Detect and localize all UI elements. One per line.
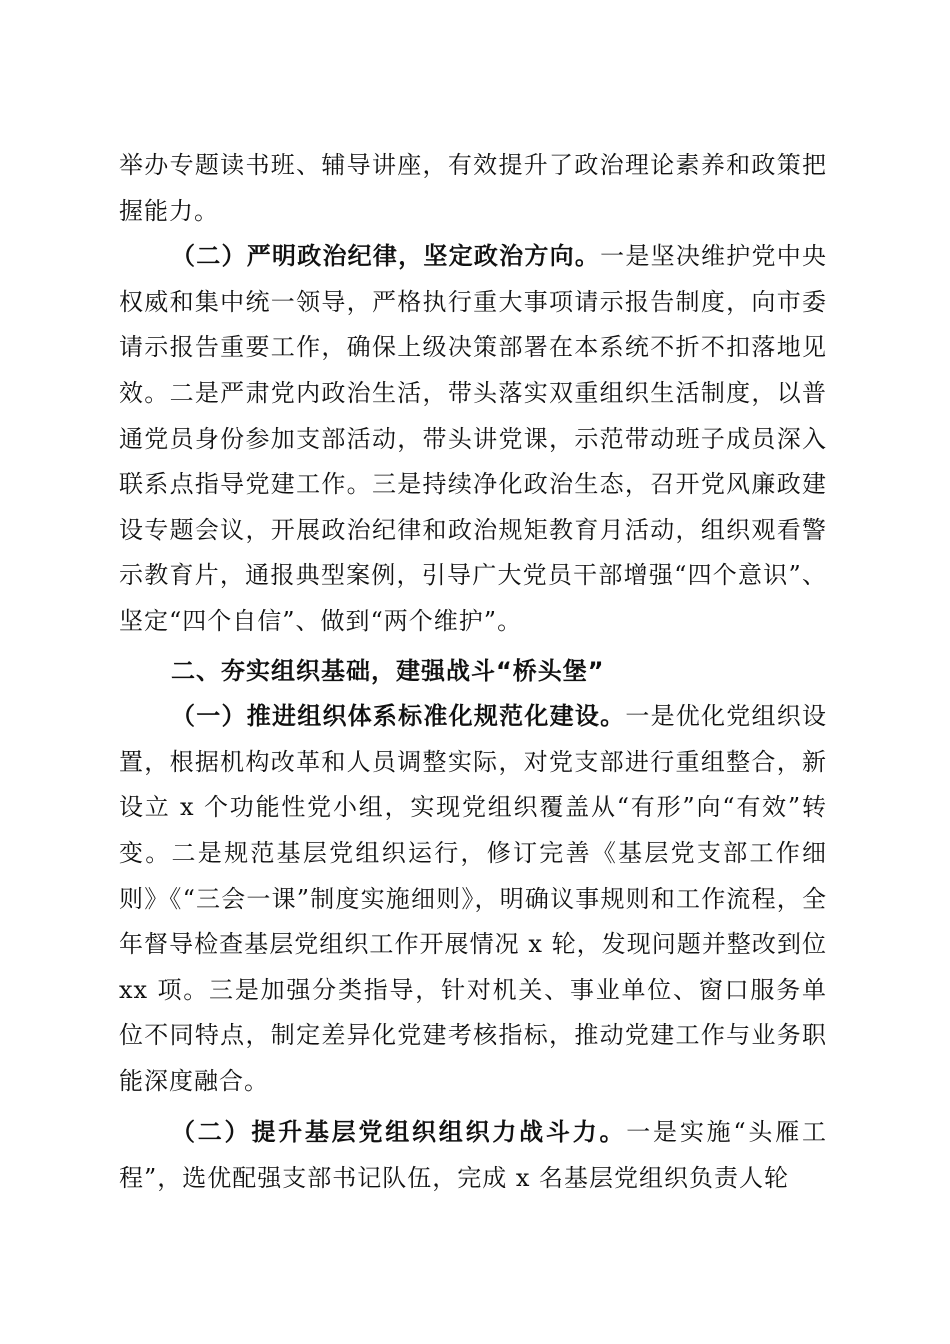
paragraph-4-lead: （二）提升基层党组织组织力战斗力。: [171, 1118, 627, 1147]
paragraph-1-text: 举办专题读书班、辅导讲座，有效提升了政治理论素养和政策把握能力。: [119, 151, 827, 225]
paragraph-2: [119, 234, 827, 644]
paragraph-2-text: 一是坚决维护党中央权威和集中统一领导，严格执行重大事项请示报告制度，向市委请示报告重要工作，确保上级决策部署在本系统不折不扣落地见效。二是严肃党内政治生活，带头落实双重组织生活制度，以普通党员身份参加支部活动，带头讲党课，示范带动班子成员深入联系点指导党建工作。三是持续净化政治生态，召开党风廉政建设专题会议，开展政治纪律和政治规矩教育月活动，组织观看警示教育片，通报典型案例，引导广大党员干部增强“四个意识”、坚定“四个自信”、做到“两个维护”。: [119, 242, 828, 635]
paragraph-1: [119, 143, 827, 234]
paragraph-3-lead: （一）推进组织体系标准化规范化建设。: [171, 702, 626, 731]
section-heading-2: 二、夯实组织基础，建强战斗“桥头堡”: [171, 656, 605, 685]
paragraph-4-text: 一是实施“头雁工程”，选优配强支部书记队伍，完成 x 名基层党组织负责人轮: [119, 1118, 827, 1193]
document-page: [119, 143, 827, 1202]
paragraph-2-lead: （二）严明政治纪律，坚定政治方向。: [171, 242, 601, 271]
paragraph-3: [119, 694, 827, 1104]
paragraph-4: [119, 1110, 827, 1201]
paragraph-3-text: 一是优化党组织设置，根据机构改革和人员调整实际，对党支部进行重组整合，新设立 x 个功能性党小组，实现党组织覆盖从“有形”向“有效”转变。二是规范基层党组织运行，修订完善《基层党支部工作细则》《“三会一课”制度实施细则》，明确议事规则和工作流程，全年督导检查基层党组织工作开展情况 x 轮，发现问题并整改到位 xx 项。三是加强分类指导，针对机关、事业单位、窗口服务单位不同特点，制定差异化党建考核指标，推动党建工作与业务职能深度融合。: [119, 702, 828, 1095]
